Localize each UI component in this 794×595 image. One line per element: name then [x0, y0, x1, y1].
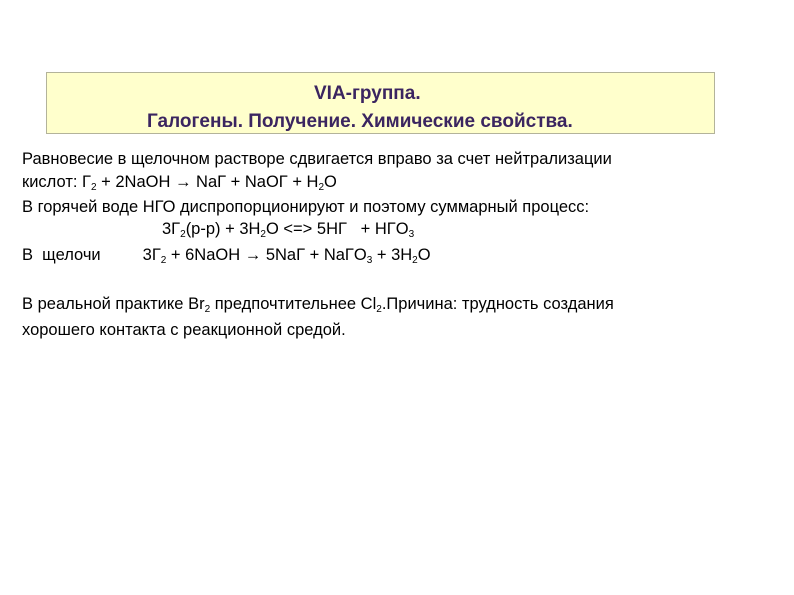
text-fragment: кислот: Г	[22, 173, 91, 191]
text-fragment: .Причина: трудность создания	[381, 295, 614, 313]
title-box	[46, 72, 715, 134]
text-fragment: O	[324, 173, 337, 191]
subscript: 2	[160, 255, 167, 266]
subscript: 3	[366, 255, 373, 266]
paragraph-2-equation	[162, 219, 414, 239]
text-fragment: + 3H	[372, 246, 413, 264]
text-fragment: 3Г	[162, 220, 181, 238]
subscript: 2	[318, 182, 325, 193]
text-fragment: В реальной практике Br	[22, 295, 205, 313]
text-fragment: O <=> 5HГ + HГO	[265, 220, 409, 238]
subscript: 2	[376, 304, 382, 315]
paragraph-3-line	[22, 245, 431, 265]
text-fragment: предпочтительнее Cl	[210, 295, 377, 313]
subscript: 2	[260, 229, 266, 240]
paragraph-4-line-1	[22, 294, 614, 314]
subscript: 2	[412, 255, 418, 266]
paragraph-1-line-1: Равновесие в щелочном растворе сдвигается вправо за счет нейтрализации	[22, 150, 612, 168]
text-fragment: 3Г	[142, 246, 161, 264]
text-fragment: O	[417, 246, 431, 264]
subscript: 2	[90, 182, 97, 193]
subscript: 2	[180, 229, 186, 240]
text-fragment: + 6NaOH → 5NaГ + NaГO	[166, 246, 367, 264]
text-fragment: (р-р) + 3H	[185, 220, 261, 238]
subscript: 2	[204, 304, 211, 315]
paragraph-2-line-1: В горячей воде НГО диспропорционируют и поэтому суммарный процесс:	[22, 198, 590, 216]
slide-title-line-2: Галогены. Получение. Химические свойства.	[147, 111, 573, 132]
text-fragment-label: В щелочи	[22, 246, 101, 264]
subscript: 3	[408, 229, 415, 240]
text-fragment: + 2NaOH → NaГ + NaOГ + H	[96, 173, 319, 191]
paragraph-4-line-2: хорошего контакта с реакционной средой.	[22, 321, 346, 339]
paragraph-1-line-2	[22, 172, 337, 192]
slide-title-line-1: VIA-группа.	[314, 83, 421, 104]
